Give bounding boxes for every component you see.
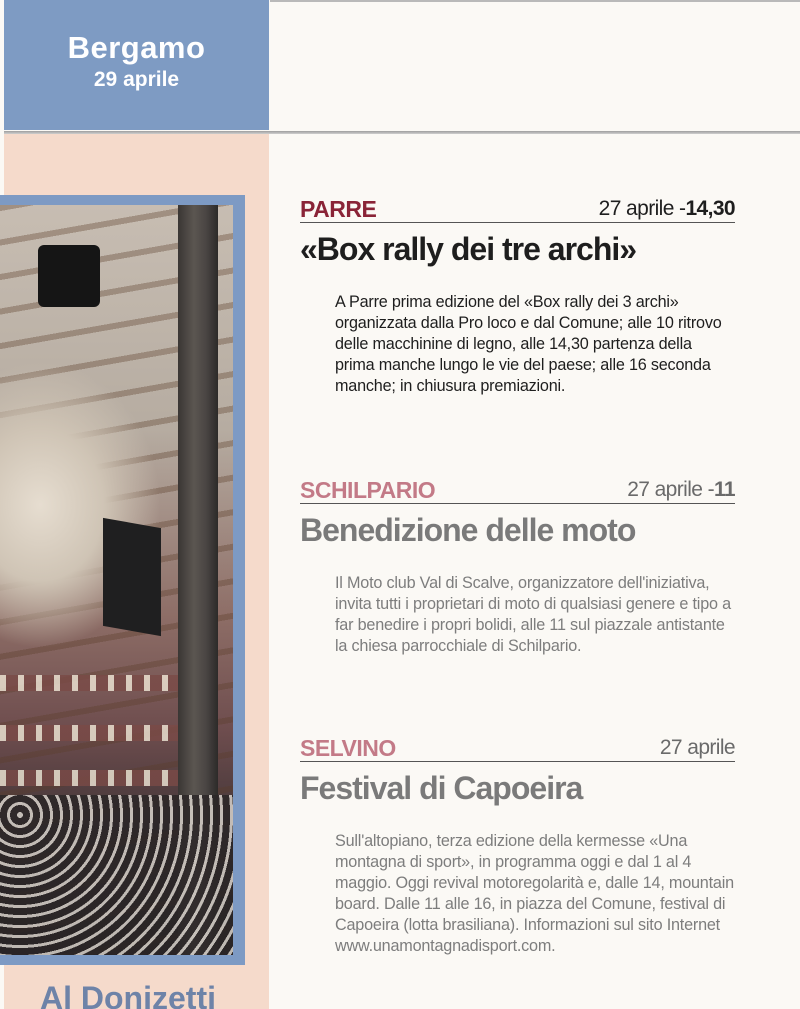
event-title: Benedizione delle moto bbox=[300, 512, 636, 548]
edition-date: 29 aprile bbox=[93, 68, 180, 91]
city-name: Bergamo bbox=[67, 30, 206, 65]
event-body: Sull'altopiano, terza edizione della kermesse «Una montagna di sport», in programma oggi e dal 1 al 4 maggio. Oggi revival motoregolarità e, dalle 14, mountain board. Dalle 11 alle 16, in piazza del Comune, festival di Capoeira (lotta brasiliana). Informazioni sul sito Internet www.unamontagnadisport.com. bbox=[335, 832, 734, 955]
event-date: 27 aprile bbox=[659, 736, 735, 759]
event-place: SELVINO bbox=[300, 735, 396, 761]
theater-photo bbox=[0, 205, 233, 955]
photo-balcony-tier bbox=[0, 725, 190, 741]
event-time: 11 bbox=[714, 478, 735, 501]
event-place: PARRE bbox=[300, 196, 377, 222]
next-section-heading: Al Donizetti bbox=[40, 980, 216, 1009]
photo-speaker bbox=[103, 518, 161, 636]
event-title: Festival di Capoeira bbox=[300, 770, 583, 806]
event-title: «Box rally dei tre archi» bbox=[300, 231, 637, 267]
event-date: 27 aprile - bbox=[598, 197, 686, 220]
photo-balcony-tier bbox=[0, 675, 190, 691]
article-header bbox=[300, 476, 735, 504]
article-header bbox=[300, 734, 735, 762]
event-article-selvino bbox=[300, 734, 735, 957]
event-body: A Parre prima edizione del «Box rally dei 3 archi» organizzata dalla Pro loco e dal Comune; alle 10 ritrovo delle macchinine di legno, alle 14,30 partenza della prima manche lungo le vie del paese; alle 16 seconda manche; in chiusura premiazioni. bbox=[335, 293, 722, 395]
event-place: SCHILPARIO bbox=[300, 477, 436, 503]
event-article-parre bbox=[300, 195, 735, 397]
event-date: 27 aprile - bbox=[627, 478, 714, 501]
event-when bbox=[660, 735, 735, 761]
article-header bbox=[300, 195, 735, 223]
event-article-schilpario bbox=[300, 476, 735, 657]
photo-stage-light bbox=[38, 245, 100, 307]
event-body: Il Moto club Val di Scalve, organizzatore dell'iniziativa, invita tutti i proprietari di moto di qualsiasi genere e tipo a far benedire i propri bolidi, alle 11 sul piazzale antistante la chiesa parrocchiale di Schilpario. bbox=[335, 574, 731, 655]
photo-balcony-tier bbox=[0, 770, 190, 786]
event-time: 14,30 bbox=[685, 197, 735, 220]
city-date-box bbox=[4, 0, 269, 130]
photo-audience bbox=[0, 795, 233, 955]
top-rule bbox=[270, 0, 800, 2]
event-when bbox=[627, 477, 735, 503]
event-when bbox=[599, 196, 735, 222]
